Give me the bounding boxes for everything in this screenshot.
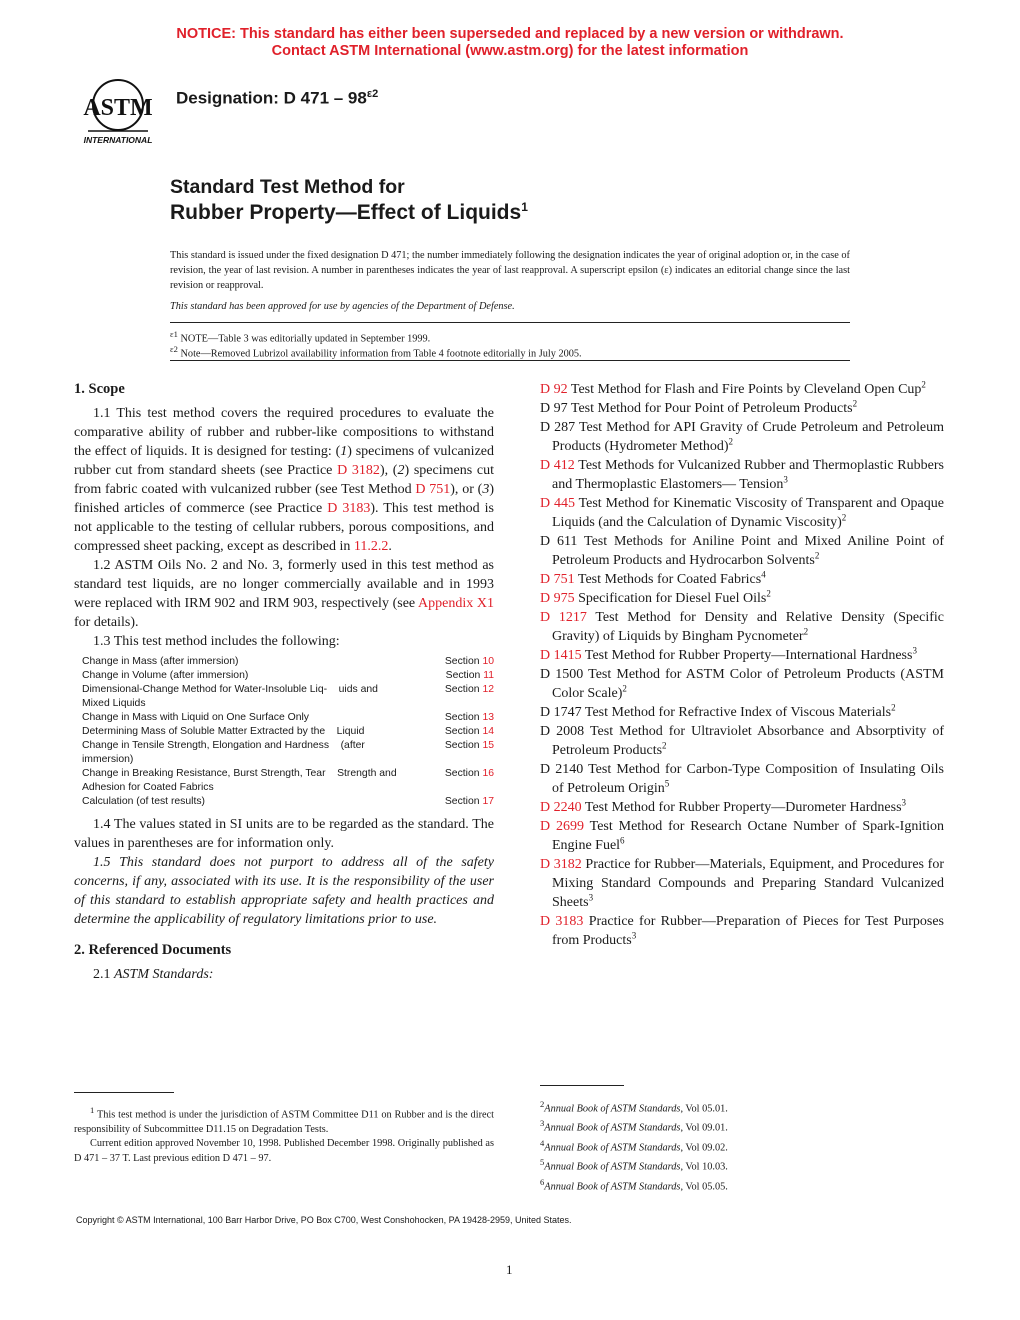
reference-footnote-mark: 3	[783, 474, 788, 485]
reference-footnote-mark: 3	[901, 797, 907, 808]
reference-title: Test Method for Pour Point of Petroleum Products	[567, 401, 853, 416]
reference-title: Test Method for Rubber Property—Durometer Hardness	[581, 800, 902, 815]
reference-item	[540, 399, 944, 418]
reference-item	[540, 722, 944, 760]
approved-statement: This standard has been approved for use by agencies of the Department of Defense.	[170, 301, 515, 312]
reference-footnote-mark: 3	[631, 930, 637, 941]
reference-title: Test Method for Research Octane Number of Spark-Ignition Engine Fuel	[552, 819, 944, 853]
reference-item	[540, 646, 944, 665]
notice-line-1: NOTICE: This standard has either been superseded and replaced by a new version or withdrawn.	[176, 26, 844, 42]
reference-footnote-mark: 5	[664, 778, 670, 789]
reference-item	[540, 855, 944, 912]
section-ref: Section 14	[444, 726, 494, 737]
section-list-item	[82, 725, 494, 739]
epsilon-text: Note—Removed Lubrizol availability information from Table 4 footnote editorially in July 2005.	[177, 348, 582, 360]
section-list-item	[82, 655, 494, 669]
section-ref: Section 13	[444, 712, 494, 723]
para-1-4: 1.4 The values stated in SI units are to be regarded as the standard. The values in parentheses are for information only.	[74, 817, 494, 851]
footnotes-left	[74, 1103, 494, 1166]
title-line-1: Standard Test Method for	[170, 176, 405, 198]
reference-code: D 2008	[540, 724, 585, 739]
reference-item	[540, 418, 944, 456]
footnote-1: $^1$ This test method is under the jurisdiction of ASTM Committee D11 on Rubber and is the direct responsibility of Subcommittee D11.15 on Degradation Tests.	[74, 1105, 494, 1135]
para-2-1: 2.1 ASTM Standards:	[93, 967, 214, 982]
logo-text: ASTM	[83, 95, 153, 121]
reference-footnote-mark: 2	[803, 626, 809, 637]
reference-code[interactable]: D 1415	[540, 648, 582, 663]
link-d3182[interactable]: D 3182	[337, 463, 380, 478]
footnote-rule	[74, 1092, 174, 1093]
reference-title: Test Method for Ultraviolet Absorbance and Absorptivity of Petroleum Products	[552, 724, 944, 758]
reference-footnote-mark: 3	[588, 892, 594, 903]
reference-item	[540, 589, 944, 608]
footnote-item: $^2$Annual Book of ASTM Standards, Vol 05.01.	[540, 1099, 728, 1115]
scope-heading: 1. Scope	[74, 381, 125, 397]
reference-item	[540, 608, 944, 646]
section-link[interactable]: 11	[483, 670, 494, 681]
reference-code[interactable]: D 412	[540, 458, 575, 473]
footnote-item: $^4$Annual Book of ASTM Standards, Vol 09.02.	[540, 1137, 728, 1154]
link-d3183[interactable]: D 3183	[327, 501, 371, 516]
reference-footnote-mark: 2	[728, 436, 734, 447]
reference-title: Test Method for Flash and Fire Points by Cleveland Open Cup	[567, 382, 922, 397]
section-list-item	[82, 767, 494, 795]
section-link[interactable]: 15	[482, 740, 494, 751]
title-footnote-mark: 1	[521, 200, 528, 214]
reference-footnote-mark: 2	[891, 702, 896, 713]
reference-item	[540, 703, 944, 722]
section-list-item	[82, 683, 494, 711]
reference-code: D 97	[540, 401, 568, 416]
reference-footnote-mark: 2	[841, 512, 847, 523]
reference-code[interactable]: D 3182	[540, 857, 582, 872]
section-link[interactable]: 14	[482, 726, 494, 737]
section-ref: Section 17	[444, 796, 494, 807]
reference-item	[540, 380, 944, 399]
withdrawn-notice	[0, 26, 1020, 60]
reference-code: D 1500	[540, 667, 584, 682]
designation	[176, 88, 378, 109]
section-list-item	[82, 739, 494, 767]
reference-footnote-mark: 2	[622, 683, 627, 694]
footnote-item: $^6$Annual Book of ASTM Standards, Vol 05.05.	[540, 1176, 728, 1193]
reference-item	[540, 494, 944, 532]
astm-logo	[76, 75, 160, 149]
reference-title: Test Method for Kinematic Viscosity of Transparent and Opaque Liquids (and the Calculation of Dynamic Viscosity)	[552, 496, 944, 530]
reference-code[interactable]: D 1217	[540, 610, 587, 625]
para-1-1: 1.1 This test method covers the required procedures to evaluate the comparative ability of rubber and rubber-like compositions to withstand the effect of liquids. It is designed for testing: (1) specimens of vulcanized rubber cut from standard sheets (see Practice D 3182), (2) specimens cut from fabric coated with vulcanized rubber (see Test Method D 751), or (3) finished articles of commerce (see Practice D 3183). This test method is not applicable to the testing of cellular rubbers, porous compositions, and compressed sheet packing, except as described in 11.2.2.	[74, 406, 494, 554]
section-list-item	[82, 711, 494, 725]
para-1-5: 1.5 This standard does not purport to address all of the safety concerns, if any, associated with its use. It is the responsibility of the user of this standard to establish appropriate safety and health practices and determine the applicability of regulatory limitations prior to use.	[74, 855, 494, 927]
reference-footnote-mark: 4	[761, 569, 766, 580]
footnote-item: $^3$Annual Book of ASTM Standards, Vol 09.01.	[540, 1118, 728, 1134]
section-label: Change in Mass with Liquid on One Surface Only	[82, 712, 309, 723]
reference-code[interactable]: D 3183	[540, 914, 584, 929]
reference-item	[540, 760, 944, 798]
section-list-item	[82, 669, 494, 683]
footnote-item: $^5$Annual Book of ASTM Standards, Vol 10.03.	[540, 1157, 728, 1173]
reference-code[interactable]: D 975	[540, 591, 575, 606]
reference-code[interactable]: D 751	[540, 572, 575, 587]
reference-title: Test Method for Refractive Index of Viscous Materials	[581, 705, 892, 720]
reference-footnote-mark: 2	[921, 379, 926, 390]
designation-sup: ε2	[366, 88, 379, 100]
reference-title: Test Methods for Aniline Point and Mixed Aniline Point of Petroleum Products and Hydrocarbon Solvents	[552, 534, 945, 568]
para-1-3: 1.3 This test method includes the following:	[93, 634, 340, 649]
reference-footnote-mark: 2	[766, 588, 771, 599]
section-label: Change in Tensile Strength, Elongation and Hardness (after immersion)	[82, 740, 365, 765]
section-ref: Section 16	[444, 768, 494, 779]
reference-item	[540, 912, 944, 950]
epsilon-note-2	[170, 344, 582, 359]
section-label: Calculation (of test results)	[82, 796, 206, 807]
reference-code[interactable]: D 445	[540, 496, 575, 511]
section-link[interactable]: 17	[482, 796, 494, 807]
logo-subtext: INTERNATIONAL	[83, 135, 153, 145]
left-column	[74, 380, 494, 984]
epsilon-text: NOTE—Table 3 was editorially updated in September 1999.	[177, 333, 431, 345]
reference-footnote-mark: 2	[662, 740, 667, 751]
reference-footnote-mark: 6	[620, 835, 625, 846]
section-list-item	[82, 795, 494, 809]
link-d751[interactable]: D 751	[415, 482, 451, 497]
reference-title: Specification for Diesel Fuel Oils	[574, 591, 767, 606]
reference-title: Test Method for API Gravity of Crude Petroleum and Petroleum Products (Hydrometer Method)	[552, 420, 944, 454]
reference-title: Test Method for Density and Relative Density (Specific Gravity) of Liquids by Bingham Pycnometer	[552, 610, 944, 644]
issued-statement: This standard is issued under the fixed designation D 471; the number immediately following the designation indicates the year of original adoption or, in the case of revision, the year of last revision. A number in parentheses indicates the year of last reapproval. A superscript epsilon (ε) indicates an editorial change since the last revision or reapproval.	[170, 250, 850, 291]
epsilon-mark: ε2	[170, 344, 178, 354]
page-number: 1	[506, 1262, 513, 1277]
reference-title: Test Method for ASTM Color of Petroleum Products (ASTM Color Scale)	[552, 667, 944, 701]
notice-line-2: Contact ASTM International (www.astm.org) for the latest information	[271, 43, 749, 59]
reference-footnote-mark: 2	[852, 398, 858, 409]
reference-footnote-mark: 3	[912, 645, 917, 656]
link-appendix-x1[interactable]: Appendix X1	[418, 596, 494, 611]
footnote-rule	[540, 1085, 624, 1086]
epsilon-note-1	[170, 329, 430, 344]
reference-title: Test Method for Rubber Property—International Hardness	[581, 648, 913, 663]
section-link[interactable]: 16	[482, 768, 494, 779]
reference-code: D 2140	[540, 762, 584, 777]
divider	[170, 360, 850, 361]
footnote-1-cont: Current edition approved November 10, 1998. Published December 1998. Originally published as D 471 – 37 T. Last previous edition D 471 – 97.	[74, 1138, 494, 1164]
section-link[interactable]: 12	[482, 684, 494, 695]
section-link[interactable]: 10	[482, 656, 494, 667]
section-ref: Section 11	[445, 670, 494, 681]
section-label: Determining Mass of Soluble Matter Extracted by the Liquid	[82, 726, 365, 737]
footnotes-right	[540, 1097, 800, 1194]
reference-code: D 287	[540, 420, 576, 435]
section-ref: Section 15	[444, 740, 494, 751]
title-line-2	[170, 200, 528, 225]
reference-item	[540, 570, 944, 589]
reference-code[interactable]: D 2699	[540, 819, 584, 834]
refdocs-heading: 2. Referenced Documents	[74, 942, 232, 958]
epsilon-mark: ε1	[170, 329, 178, 339]
reference-item	[540, 817, 944, 855]
reference-title: Test Method for Carbon-Type Composition of Insulating Oils of Petroleum Origin	[552, 762, 944, 796]
reference-item	[540, 532, 944, 570]
reference-title: Practice for Rubber—Preparation of Pieces for Test Purposes from Products	[552, 914, 944, 948]
copyright: Copyright © ASTM International, 100 Barr Harbor Drive, PO Box C700, West Conshohocken, PA 19428-2959, United States.	[76, 1215, 572, 1225]
designation-text: Designation: D 471 – 98	[176, 88, 367, 108]
reference-item	[540, 456, 944, 494]
divider	[170, 322, 850, 323]
section-label: Change in Volume (after immersion)	[82, 670, 249, 681]
reference-code[interactable]: D 2240	[540, 800, 582, 815]
section-link[interactable]: 13	[482, 712, 494, 723]
reference-code: D 611	[540, 534, 578, 549]
reference-code[interactable]: D 92	[540, 382, 568, 397]
reference-item	[540, 798, 944, 817]
section-label: Change in Breaking Resistance, Burst Strength, Tear Strength and Adhesion for Coated Fabrics	[82, 768, 397, 793]
reference-footnote-mark: 2	[814, 550, 820, 561]
title-text: Rubber Property—Effect of Liquids	[170, 201, 522, 224]
section-list	[82, 655, 494, 809]
section-label: Change in Mass (after immersion)	[82, 656, 239, 667]
section-label: Dimensional-Change Method for Water-Insoluble Liq- uids and Mixed Liquids	[82, 684, 378, 709]
reference-code: D 1747	[540, 705, 582, 720]
reference-title: Test Methods for Coated Fabrics	[574, 572, 762, 587]
section-ref: Section 10	[444, 656, 494, 667]
reference-item	[540, 665, 944, 703]
references-list	[540, 380, 944, 950]
section-ref: Section 12	[444, 684, 494, 695]
link-11-2-2[interactable]: 11.2.2	[353, 539, 389, 554]
reference-title: Practice for Rubber—Materials, Equipment, and Procedures for Mixing Standard Compounds and Preparing Standard Vulcanized Sheets	[552, 857, 944, 910]
reference-title: Test Methods for Vulcanized Rubber and Thermoplastic Rubbers and Thermoplastic Elastomers— Tension	[552, 458, 944, 492]
para-1-2: 1.2 ASTM Oils No. 2 and No. 3, formerly used in this test method as standard test liquids, are no longer commercially available and in 1993 were replaced with IRM 902 and IRM 903, respectively (see Appendix X1 for details).	[74, 558, 494, 630]
